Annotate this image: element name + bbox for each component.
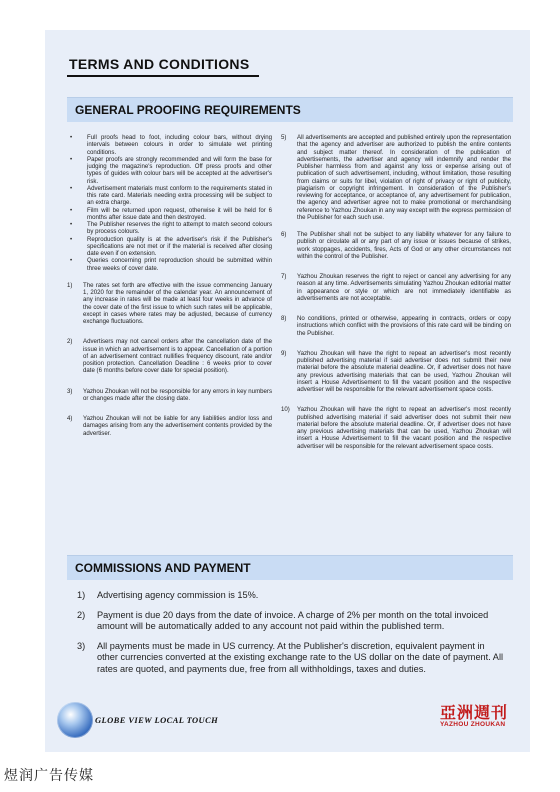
clause <box>67 388 272 403</box>
clause-text: Yazhou Zhoukan will have the right to repeat an advertiser's most recently published advertising material if said advertiser does not submit their new material before the absolute material deadline. Or, if advertiser does not have any previous advertising materials that can be used, Yazhou Zhoukan will insert a House Advertisement to fill the vacant position and the respective advertiser will be responsible for the relevant advertisement space costs. <box>297 349 511 393</box>
section-header-proofing <box>67 97 513 122</box>
clause-text: All advertisements are accepted and published entirely upon the representation that the agency and advertiser are authorized to publish the entire contents and subject matter thereof. In consideration of the publication of advertisements, the advertiser and agency will indemnify and render the Publisher harmless from and against any loss or expense arising out of publication of such advertisement, including, without limitation, those resulting from claims or suits for libel, violation of right of privacy or right of publicity, plagiarism or copyright infringement. In consideration of the Publisher's reviewing for acceptance, or acceptance of, any advertisement for publication, the agency and advertiser agree not to make promotional or merchandising reference to Yazhou Zhoukan in any way except with the express permission of the Publisher for each such use. <box>297 134 511 221</box>
clause-number: 2) <box>67 338 73 346</box>
list-item: • The Publisher reserves the right to attempt to match second colours by process colours. <box>67 221 272 236</box>
clause-number: 5) <box>281 134 287 141</box>
list-item <box>77 590 507 602</box>
clause-number: 9) <box>281 349 287 357</box>
list-item <box>77 610 507 633</box>
commissions-list <box>77 590 507 683</box>
title-underline <box>67 75 259 77</box>
brand-tagline: GLOBE VIEW LOCAL TOUCH <box>95 715 219 725</box>
globe-outline <box>57 702 93 738</box>
clause <box>67 415 272 437</box>
section-title: GENERAL PROOFING REQUIREMENTS <box>75 103 301 117</box>
list-item: • Advertisement materials must conform to the requirements stated in this rate card. Materials needing extra processing will be subject to an extra charge. <box>67 185 272 207</box>
page-title: TERMS AND CONDITIONS <box>69 56 250 72</box>
terms-page <box>45 30 530 752</box>
list-item: • Film will be returned upon request, otherwise it will be held for 6 months after issue date and then destroyed. <box>67 207 272 222</box>
clause <box>281 406 511 450</box>
list-item: • Paper proofs are strongly recommended and will form the base for judging the magazine's reproduction. Off press proofs and other types of guides with colour bars will be accepted at the advertiser's risk. <box>67 156 272 185</box>
clause-number: 6) <box>281 231 287 238</box>
clause-text: The rates set forth are effective with the issue commencing January 1, 2020 for the remainder of the calendar year. An announcement of any increase in rates will be made at least four weeks in advance of the cover date of the first issue to which such rates will be applicable, except in cases where rates may be adjusted, because of currency exchange fluctuations. <box>83 281 272 325</box>
list-item: • Queries concerning print reproduction should be submitted within three weeks of cover date. <box>67 257 272 272</box>
clause-number: 10) <box>281 406 290 414</box>
clause-text: No conditions, printed or otherwise, appearing in contracts, orders or copy instructions which conflict with the provisions of this rate card will be binding on the Publisher. <box>297 315 511 337</box>
clause-number: 4) <box>67 415 73 422</box>
list-item: • Full proofs head to foot, including colour bars, without drying intervals between colours in order to simulate wet printing conditions. <box>67 134 272 156</box>
item-text: Advertising agency commission is 15%. <box>97 590 259 600</box>
left-column <box>67 134 272 437</box>
item-number: 2) <box>77 609 86 620</box>
clause-text: The Publisher shall not be subject to any liability whatever for any failure to publish or circulate all or any part of any issue or issues because of strikes, work stoppages, accidents, fires, Acts of God or any other circumstances not within the control of the Publisher. <box>297 231 511 260</box>
clause-number: 7) <box>281 273 287 280</box>
item-number: 1) <box>77 590 86 600</box>
publisher-logo: 亞洲週刊 <box>440 703 509 722</box>
clause-number: 3) <box>67 387 73 395</box>
item-number: 3) <box>77 640 86 651</box>
clause <box>281 231 511 260</box>
section-title: COMMISSIONS AND PAYMENT <box>75 561 251 575</box>
clause-text: Advertisers may not cancel orders after the cancellation date of the issue in which an advertisement is to appear. Cancellation of a portion of an advertisement contract nullifies frequency discount, rate and/or position protection. Cancellation Deadline : 6 weeks prior to cover date (6 months before cover date for special position). <box>83 338 272 375</box>
clause <box>281 273 511 302</box>
clause <box>67 282 272 326</box>
item-text: All payments must be made in US currency. At the Publisher's discretion, equivalent payment in other currencies converted at the existing exchange rate to the US dollar on the date of payment. All rates are quoted, and payments due, free from all withholdings, taxes and duties. <box>97 640 504 674</box>
item-text: Payment is due 20 days from the date of invoice. A charge of 2% per month on the total invoiced amount will be automatically added to any account not paid within the published term. <box>97 609 489 631</box>
footer-watermark: 煜润广告传媒 <box>4 768 94 784</box>
clause-number: 8) <box>281 315 287 322</box>
section-header-commissions <box>67 555 513 580</box>
publisher-logo-subtitle: YAZHOU ZHOUKAN <box>440 721 506 728</box>
right-column <box>281 134 511 450</box>
clause-text: Yazhou Zhoukan will not be liable for any liabilities and/or loss and damages arising from any the advertisement contents provided by the advertiser. <box>83 415 272 437</box>
list-item: • Reproduction quality is at the advertiser's risk if the Publisher's specifications are not met or if the material is received after closing date even if on extension. <box>67 236 272 258</box>
clause-text: Yazhou Zhoukan will have the right to repeat an advertiser's most recently published advertising material if said advertiser does not submit their new material before the absolute material deadline. Or, if advertiser does not have any previous advertising materials that can be used, Yazhou Zhoukan will insert a House Advertisement to fill the vacant position and the respective advertiser will be responsible for the relevant advertisement space costs. <box>297 406 511 450</box>
clause <box>281 315 511 337</box>
clause-number: 1) <box>67 281 73 289</box>
clause <box>281 350 511 394</box>
clause <box>67 338 272 374</box>
clause-text: Yazhou Zhoukan will not be responsible for any errors in key numbers or changes made after the closing date. <box>83 387 272 402</box>
clause <box>281 134 511 221</box>
clause-text: Yazhou Zhoukan reserves the right to reject or cancel any advertising for any reason at any time. Advertisements simulating Yazhou Zhoukan editorial matter in appearance or style or which are not immediately identifiable as advertisements are not acceptable. <box>297 273 511 302</box>
list-item <box>77 641 507 676</box>
